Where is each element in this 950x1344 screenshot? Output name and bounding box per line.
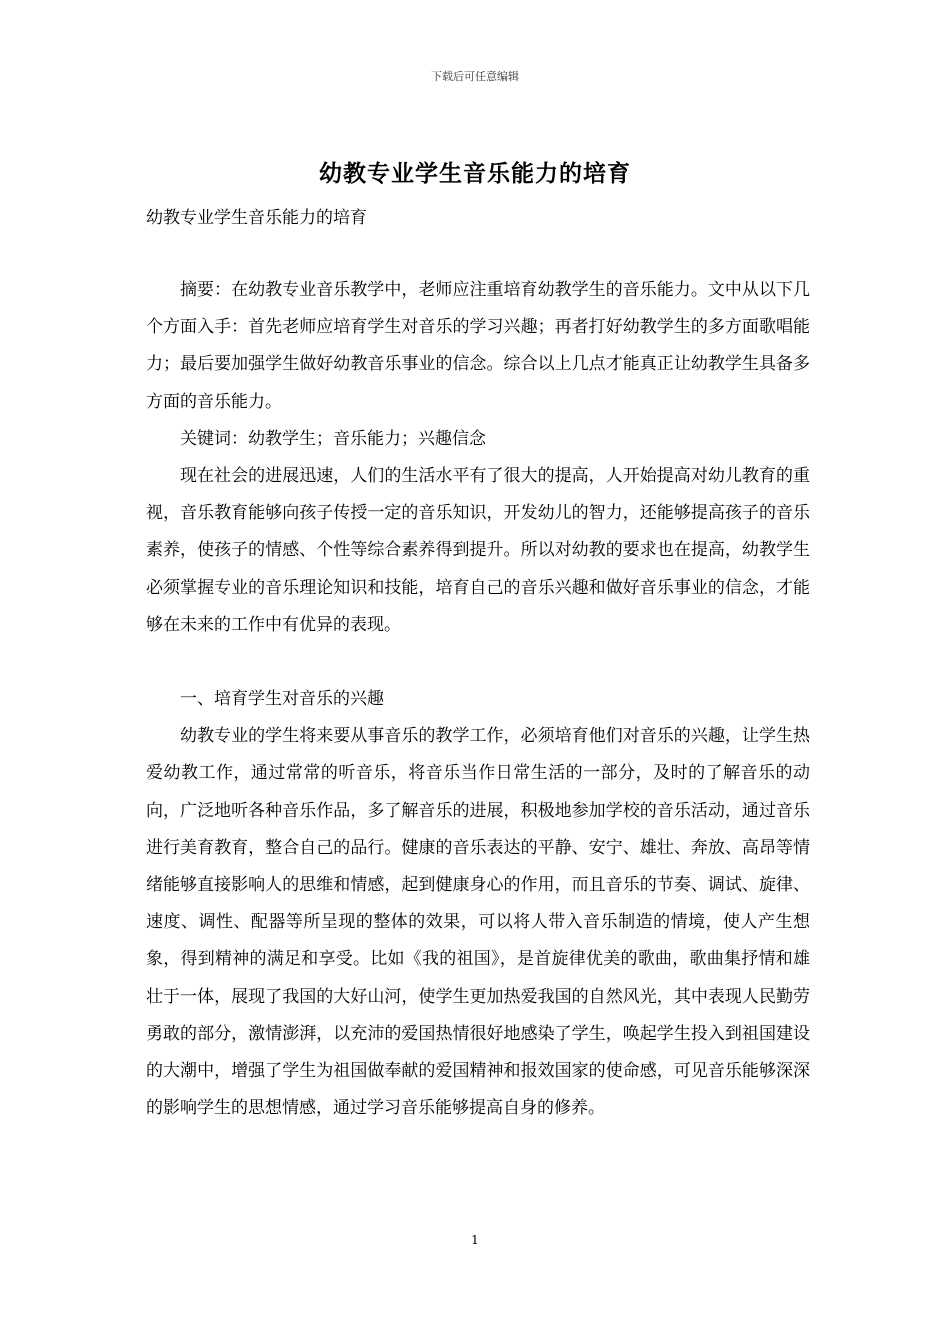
document-subtitle: 幼教专业学生音乐能力的培育 (146, 208, 367, 228)
section-paragraph: 幼教专业的学生将来要从事音乐的教学工作，必须培育他们对音乐的兴趣，让学生热爱幼教工作，通过常常的听音乐，将音乐当作日常生活的一部分，及时的了解音乐的动向，广泛地听各种音乐作品，多了解音乐的进展，积极地参加学校的音乐活动，通过音乐进行美育教育，整合自己的品行。健康的音乐表达的平静、安宁、雄壮、奔放、高昂等情绪能够直接影响人的思维和情感，起到健康身心的作用，而且音乐的节奏、调试、旋律、速度、调性、配器等所呈现的整体的效果，可以将人带入音乐制造的情境，使人产生想象，得到精神的满足和享受。比如《我的祖国》，是首旋律优美的歌曲，歌曲集抒情和雄壮于一体，展现了我国的大好山河，使学生更加热爱我国的自然风光，其中表现人民勤劳勇敢的部分，激情澎湃，以充沛的爱国热情很好地感染了学生，唤起学生投入到祖国建设的大潮中，增强了学生为祖国做奉献的爱国精神和报效国家的使命感，可见音乐能够深深的影响学生的思想情感，通过学习音乐能够提高自身的修养。 (146, 726, 810, 1119)
document-body (146, 272, 810, 1127)
abstract-paragraph: 摘要：在幼教专业音乐教学中，老师应注重培育幼教学生的音乐能力。文中从以下几个方面入手：首先老师应培育学生对音乐的学习兴趣；再者打好幼教学生的多方面歌唱能力；最后要加强学生做好幼教音乐事业的信念。综合以上几点才能真正让幼教学生具备多方面的音乐能力。 (146, 280, 810, 412)
document-title: 幼教专业学生音乐能力的培育 (319, 160, 631, 187)
page-number: 1 (471, 1233, 479, 1247)
keywords-paragraph: 关键词：幼教学生；音乐能力；兴趣信念 (180, 428, 486, 449)
intro-paragraph: 现在社会的进展迅速，人们的生活水平有了很大的提高，人开始提高对幼儿教育的重视，音乐教育能够向孩子传授一定的音乐知识，开发幼儿的智力，还能够提高孩子的音乐素养，使孩子的情感、个性等综合素养得到提升。所以对幼教的要求也在提高，幼教学生必须掌握专业的音乐理论知识和技能，培育自己的音乐兴趣和做好音乐事业的信念，才能够在未来的工作中有优异的表现。 (146, 466, 810, 635)
page-header: 下载后可任意编辑 (431, 70, 519, 83)
section-heading: 一、培育学生对音乐的兴趣 (180, 689, 384, 710)
